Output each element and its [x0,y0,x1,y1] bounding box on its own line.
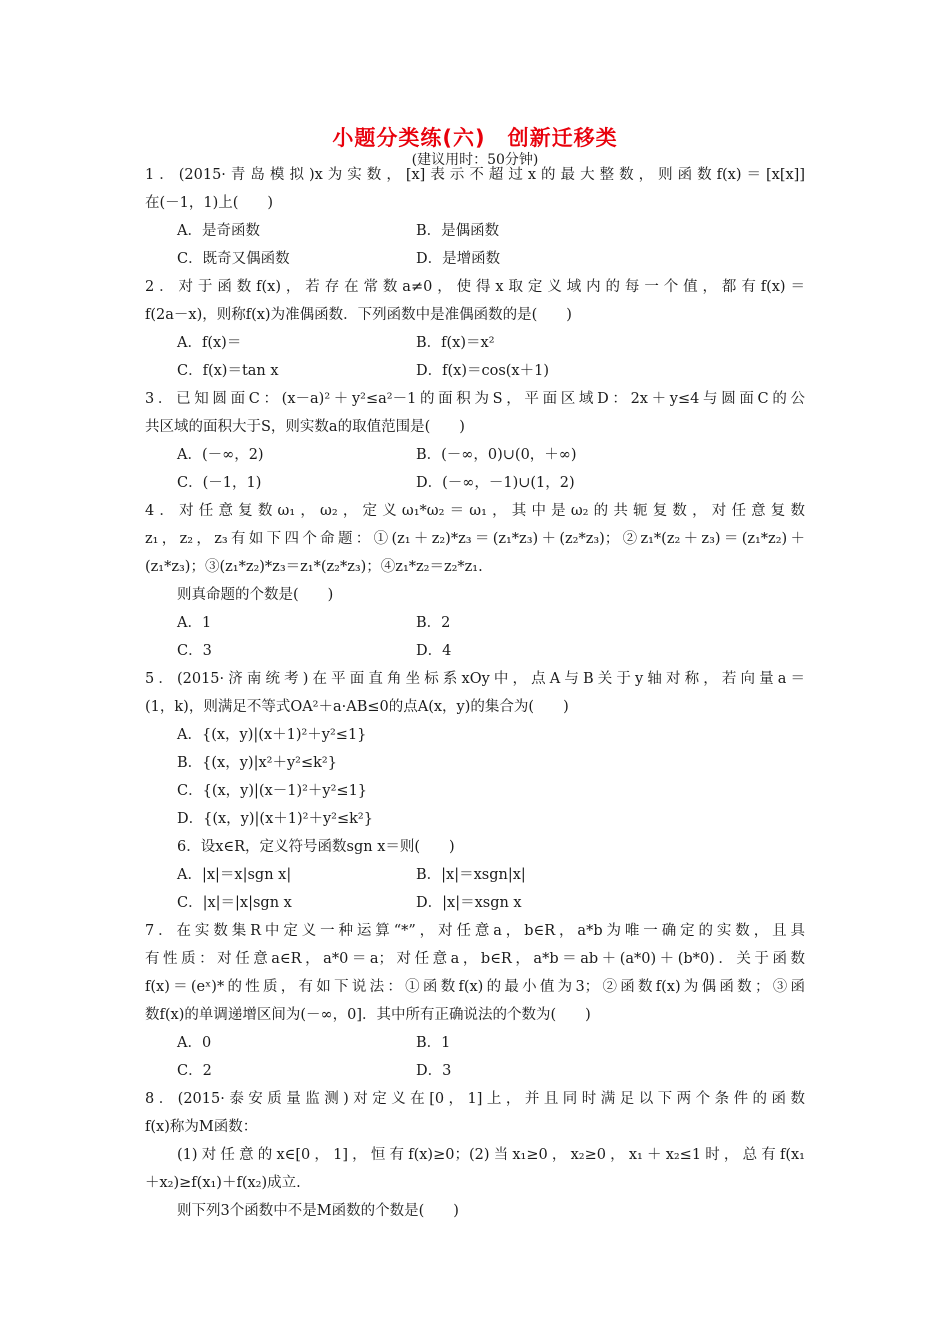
q7-line-4: 数f(x)的单调递增区间为(－∞，0]．其中所有正确说法的个数为( ) [145,1007,591,1023]
q8-line-2: f(x)称为M函数： [145,1119,258,1135]
q2-option-b: B．f(x)＝x² [416,335,495,351]
q5-option-a: A．{(x，y)|(x＋1)²＋y²≤1} [177,727,367,743]
q7-option-b: B．1 [416,1035,451,1051]
q7-option-a: A．0 [177,1035,212,1051]
q5-option-b: B．{(x，y)|x²＋y²≤k²} [177,755,337,771]
q4-line-3: (z₁*z₃)；③(z₁*z₂)*z₃＝z₁*(z₂*z₃)；④z₁*z₂＝z₂*z₁. [145,559,483,575]
q7-line-3: f(x)＝(eˣ)*的性质，有如下说法：①函数f(x)的最小值为3；②函数f(x)为偶函数；③函 [145,979,805,995]
q5-line-2: (1，k)，则满足不等式OA²＋a·AB≤0的点A(x，y)的集合为( ) [145,699,569,715]
page-title: 小题分类练(六) 创新迁移类 [332,126,618,150]
q3-line-1: 3．已知圆面C：(x－a)²＋y²≤a²－1的面积为S，平面区域D：2x＋y≤4与圆面C的公 [145,391,805,407]
q6-option-b: B．|x|＝xsgn|x| [416,867,526,883]
page-subtitle: (建议用时：50分钟) [411,152,539,168]
q8-line-5: 则下列3个函数中不是M函数的个数是( ) [177,1203,459,1219]
q4-option-a: A．1 [177,615,212,631]
q4-line-2: z₁，z₂，z₃有如下四个命题：①(z₁＋z₂)*z₃＝(z₁*z₃)＋(z₂*z₃)；②z₁*(z₂＋z₃)＝(z₁*z₂)＋ [145,531,805,547]
q8-line-4: ＋x₂)≥f(x₁)＋f(x₂)成立. [145,1175,301,1191]
q6-line-1: 6．设x∈R，定义符号函数sgn x＝则( ) [177,839,455,855]
q5-option-c: C．{(x，y)|(x－1)²＋y²≤1} [177,783,368,799]
q7-option-d: D．3 [416,1063,452,1079]
q1-line-1: 1．(2015·青岛模拟)x为实数，[x]表示不超过x的最大整数，则函数f(x)＝[x[x]] [145,167,805,183]
q3-line-2: 共区域的面积大于S，则实数a的取值范围是( ) [145,419,465,435]
q8-line-3: (1)对任意的x∈[0，1]，恒有f(x)≥0；(2)当x₁≥0，x₂≥0，x₁＋x₂≤1时，总有f(x₁ [177,1147,805,1163]
q7-line-2: 有性质：对任意a∈R，a*0＝a；对任意a，b∈R，a*b＝ab＋(a*0)＋(b*0)．关于函数 [145,951,805,967]
q4-line-4: 则真命题的个数是( ) [177,587,334,603]
q5-line-1: 5．(2015·济南统考)在平面直角坐标系xOy中，点A与B关于y轴对称，若向量a＝ [145,671,805,687]
q4-line-1: 4．对任意复数ω₁，ω₂，定义ω₁*ω₂＝ω₁，其中是ω₂的共轭复数，对任意复数 [145,503,805,519]
q4-option-d: D．4 [416,643,452,659]
q3-option-b: B．(－∞，0)∪(0，＋∞) [416,447,577,463]
q2-line-2: f(2a－x)，则称f(x)为准偶函数．下列函数中是准偶函数的是( ) [145,307,572,323]
q4-option-c: C．3 [177,643,212,659]
q3-option-c: C．(－1，1) [177,475,262,491]
q2-option-d: D．f(x)＝cos(x＋1) [416,363,549,379]
q2-option-c: C．f(x)＝tan x [177,363,279,379]
q6-option-c: C．|x|＝|x|sgn x [177,895,292,911]
q5-option-d: D．{(x，y)|(x＋1)²＋y²≤k²} [177,811,373,827]
q8-line-1: 8．(2015·泰安质量监测)对定义在[0，1]上，并且同时满足以下两个条件的函数 [145,1091,805,1107]
q1-line-2: 在(－1，1)上( ) [145,195,274,211]
q6-option-a: A．|x|＝x|sgn x| [177,867,292,883]
q1-option-a: A．是奇函数 [177,223,260,239]
q6-option-d: D．|x|＝xsgn x [416,895,522,911]
q2-option-a: A．f(x)＝ [177,335,242,351]
q4-option-b: B．2 [416,615,451,631]
q1-option-b: B．是偶函数 [416,223,500,239]
q7-option-c: C．2 [177,1063,212,1079]
q3-option-a: A．(－∞，2) [177,447,264,463]
q3-option-d: D．(－∞，－1)∪(1，2) [416,475,575,491]
q2-line-1: 2．对于函数f(x)，若存在常数a≠0，使得x取定义域内的每一个值，都有f(x)＝ [145,279,805,295]
q1-option-d: D．是增函数 [416,251,501,267]
q1-option-c: C．既奇又偶函数 [177,251,290,267]
q7-line-1: 7．在实数集R中定义一种运算“*”，对任意a，b∈R，a*b为唯一确定的实数，且具 [145,923,805,939]
